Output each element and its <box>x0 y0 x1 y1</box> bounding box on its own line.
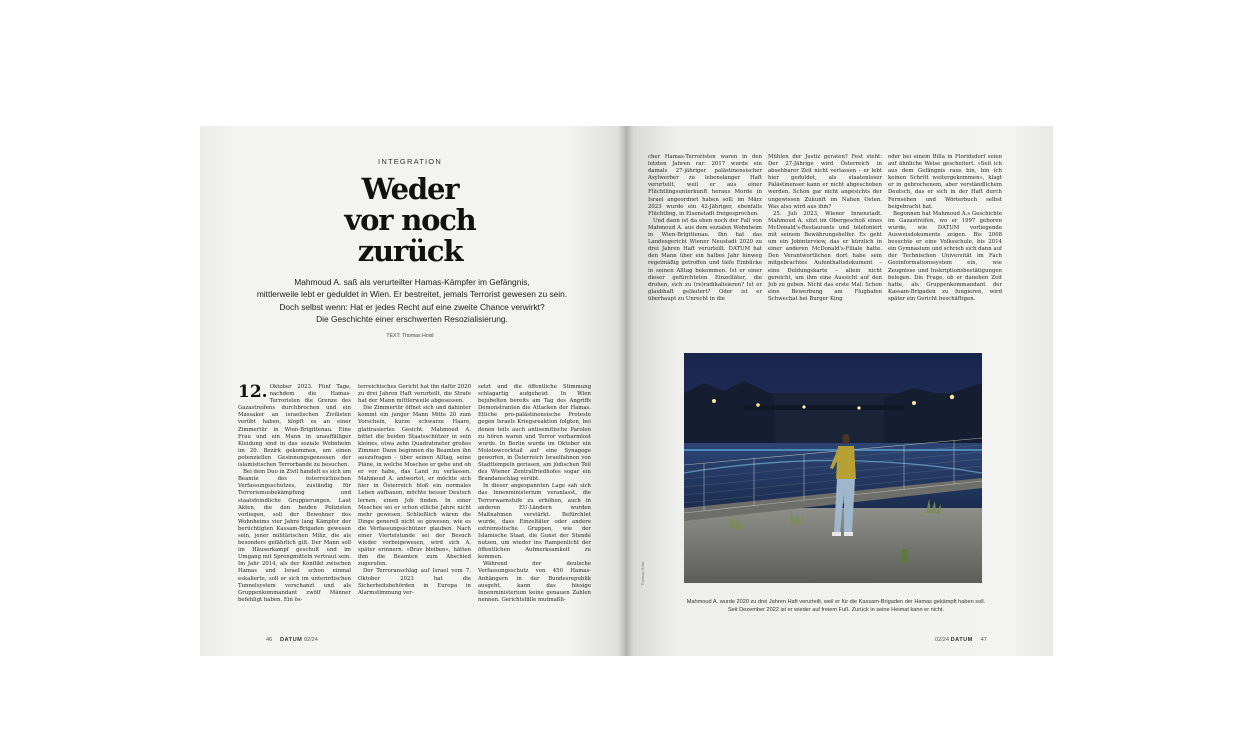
night-bridge-photo <box>684 353 982 583</box>
paragraph: Während der deutsche Verfassungsschutz von 450 Hamas-Anhängern in der Bundesrepublik ausgeht, kann das hiesige Innenministerium keine genauen Zahlen nennen. Gerichtsfälle mutmaßli- <box>478 561 591 603</box>
standfirst <box>240 276 584 326</box>
headline-line: zurück <box>357 234 463 268</box>
magazine-spread <box>200 126 1053 656</box>
headline-line: Weder <box>361 172 459 206</box>
section-kicker: INTEGRATION <box>378 157 442 166</box>
standfirst-line: Die Geschichte einer erschwerten Resozialisierung. <box>316 314 508 325</box>
headline <box>300 174 520 267</box>
paragraph: Oktober 2023. Fünf Tage, nachdem die Hamas-Terroristen die Grenze des Gazastreifens durchbrochen und ein Massaker an israelischen Zivilisten verübt haben, klopft es an einer Zimmertür in Wien-Brigittenau. Eine Frau und ein Mann in unauffälliger Kleidung sind in das soziale Wohnheim im 20. Bezirk gekommen, um einen potenziellen Gesinnungsgenossen der islamistischen Terrorbande zu besuchen. <box>238 384 351 469</box>
text-column-5 <box>768 154 882 344</box>
standfirst-line: mittlerweile lebt er geduldet in Wien. Er bestreitet, jemals Terrorist gewesen zu sein. <box>256 289 568 300</box>
caption-line: Seit Dezember 2022 ist er wieder auf freiem Fuß. Zurück in seine Heimat kann er nicht. <box>727 607 945 613</box>
footer-brand: DATUM <box>950 637 973 643</box>
left-page <box>200 126 626 656</box>
text-column-1 <box>238 384 351 634</box>
page-footer-left <box>266 637 318 643</box>
page-number: 47 <box>980 637 987 643</box>
paragraph: In dieser angespannten Lage sah sich das Innenministerium veranlasst, die Terrorwarnstufe zu erhöhen, auch in anderen EU-Ländern wurden Maßnahmen verstärkt. Befürchtet wurde, dass Einzeltäter oder andere extremistische Gruppen, wie der Islamische Staat, die Gunst der Stunde nutzen, um wieder ins Rampenlicht der öffentlichen Aufmerksamkeit zu kommen. <box>478 483 591 561</box>
paragraph: Bei dem Duo in Zivil handelt es sich um Beamte des österreichischen Verfassungsschutzes, zuständig für Terrorismusbekämpfung und staatsfeindliche Gruppierungen. Laut Akten, die den beiden Polizisten vorliegen, soll der Bewohner des Wohnheims vier Jahre lang Kämpfer der berüchtigten Kassam-Brigaden gewesen sein, jener militärischen Miliz, die als besonders gefährlich gilt. Der Mann soll im Häuserkampf geschult und im Umgang mit Sprengmitteln vertraut sein. Im Jahr 2014, als der Konflikt zwischen Hamas und Israel schon einmal eskalierte, soll er sich im unterirdischen Tunnelsystem verschanzt und als Gruppenkommandant zwölf Männer befehligt haben. Ein ös- <box>238 469 351 603</box>
footer-issue: 02/24 <box>935 637 949 643</box>
photo-caption <box>656 598 1016 614</box>
paragraph: 25. Juli 2023, Wiener Innenstadt. Mahmoud A. sitzt im Obergeschoß eines McDonald's-Restaurants und telefoniert mit seinem Bewährungshelfer. Es geht um ein Jobinterview, das er kürzlich in einer anderen McDonald's-Filiale hatte. Den Verantwortlichen dort habe sein mitgebrachtes Aufenthaltsdokument – eine Duldungskarte – allein nicht gereicht, um ihm eine Aussicht auf den Job zu geben. Nicht das erste Mal: Schon eine Bewerbung am Flughafen Schwechat bei Burger King <box>768 210 882 302</box>
text-column-2 <box>358 384 471 634</box>
text-column-3 <box>478 384 591 634</box>
standfirst-line: Doch selbst wenn: Hat er jedes Recht auf eine zweite Chance verwirkt? <box>279 301 545 312</box>
byline: TEXT: Thomas Hoisl <box>386 333 434 339</box>
article-photo <box>684 353 982 583</box>
paragraph: oder bei einem Billa in Floridsdorf seien auf ähnliche Weise gescheitert. »Seit ich aus dem Gefängnis raus bin, bin ich keinen Schritt weitergekommen«, klagt er in gebrochenem, aber verständlichem Deutsch, das er sich in der Haft durch Fernsehen und Wörterbuch selbst beigebracht hat. <box>888 154 1002 210</box>
text-column-4 <box>648 154 762 344</box>
right-page <box>626 126 1053 656</box>
text-column-6 <box>888 154 1002 344</box>
paragraph: cher Hamas-Terroristen waren in den letzten Jahren rar: 2017 wurde ein damals 27-jähriger palästinensischer Asylwerber zu lebenslanger Haft verurteilt, weil er aus einer Flüchtlingsunterkunft heraus Morde in Israel angeordnet haben soll; im März 2023 wurde ein 42-Jähriger, ebenfalls Flüchtling, in Eisenstadt freigesprochen. <box>648 154 762 217</box>
standfirst-line: Mahmoud A. saß als verurteilter Hamas-Kämpfer im Gefängnis, <box>294 277 530 287</box>
headline-line: vor noch <box>344 203 476 237</box>
paragraph: Begonnen hat Mahmoud A.s Geschichte im Gazastreifen, wo er 1997 geboren wurde, wie DATUM vorliegende Ausweisdokumente zeigen. Bis 2008 besuchte er eine Volksschule, bis 2014 ein Gymnasium und schrieb sich dann auf der Technischen Universität im Fach Geoinformationssystem ein, wie Zeugnisse und Inskriptionsbestätigungen belegen. Die Frage, ob er daneben Zeit hatte, als Gruppenkommandant der Kassam-Brigaden zu fungieren, wird später ein Gericht beschäftigen. <box>888 210 1002 302</box>
dropcap: 12. <box>238 384 268 402</box>
paragraph: terreichisches Gericht hat ihn dafür 2020 zu drei Jahren Haft verurteilt, die Strafe hat der Mann mittlerweile abgesessen. <box>358 384 471 405</box>
spine-shadow <box>618 126 634 656</box>
paragraph: setzt und die öffentliche Stimmung schlagartig aufgeheizt. In Wien bejubelten bereits am Tag des Angriffs Demonstranten die Attacken der Hamas. Etliche pro-palästinensische Proteste gegen Israels Kriegsreaktion folgten, bei denen teils auch antisemitische Parolen zu hören waren und Terror verharmlost wurde. In Berlin wurde im Oktober ein Molotowcocktail auf eine Synagoge geworfen, in Österreich Israelfahnen von Stadttempeln gerissen, am jüdischen Teil des Wiener Zentralfriedhofes sogar ein Brandanschlag verübt. <box>478 384 591 483</box>
page-number: 46 <box>266 637 273 643</box>
paragraph: Die Zimmertür öffnet sich und dahinter kommt ein junger Mann Mitte 20 zum Vorschein, kurze schwarze Haare, glattrasiertes Gesicht. Mahmoud A. bittet die beiden Staatsschützer in sein kleines, etwa zehn Quadratmeter großes Zimmer. Dann beginnen die Beamten ihn auszufragen – über seinen Alltag, seine Pläne, in welche Moschee er gehe und ob er vor habe, das Land zu verlassen. Mahmoud A. antwortet, er möchte sich hier in Österreich bloß ein normales Leben aufbauen, möchte besser Deutsch lernen, einen Job finden. In einer Moschee sei er schon etliche Jahre nicht mehr gewesen. Schließlich wären die Dinge generell nicht so gewesen, wie es die Verfassungsschützer glauben. Nach einer Viertelstunde sei der Besuch wieder vorbeigewesen, wird sich A. später erinnern. »Brav bleiben«, hätten ihm die Beamten zum Abschied zugerufen. <box>358 405 471 568</box>
footer-issue: 02/24 <box>303 637 318 643</box>
paragraph: Und dann ist da eben noch der Fall von Mahmoud A. aus dem sozialen Wohnheim in Wien-Brigittenau. Ihn hat das Landesgericht Wiener Neustadt 2020 zu drei Jahren Haft verurteilt. DATUM hat den Mann über ein halbes Jahr hinweg regelmäßig getroffen und tiefe Einblicke in seinen Alltag bekommen. Ist er einer dieser gefürchteten Einzeltäter, die drohen, sich zu (re)radikalisieren? Ist er glaubhaft geläutert? Oder ist er überhaupt zu Unrecht in die <box>648 217 762 302</box>
footer-brand: DATUM <box>280 637 303 643</box>
page-footer-right <box>935 637 987 643</box>
paragraph: Mühlen der Justiz geraten? Fest steht: Der 27-Jährige wird Österreich in absehbarer Zeit nicht verlassen – er lebt hier geduldet, als staatenloser Palästinenser kann er nicht abgeschoben werden. Schon gar nicht angesichts der ungewissen Zukunft im Nahen Osten. Was also wird aus ihm? <box>768 154 882 210</box>
photo-credit: Thomas Hoisl <box>640 561 645 586</box>
caption-line: Mahmoud A. wurde 2020 zu drei Jahren Haft verurteilt, weil er für die Kassam-Brigaden der Hamas gekämpft haben soll. <box>686 599 986 605</box>
paragraph: Der Terroranschlag auf Israel vom 7. Oktober 2023 hat die Sicherheitsbehörden in Europa in Alarmstimmung ver- <box>358 568 471 596</box>
